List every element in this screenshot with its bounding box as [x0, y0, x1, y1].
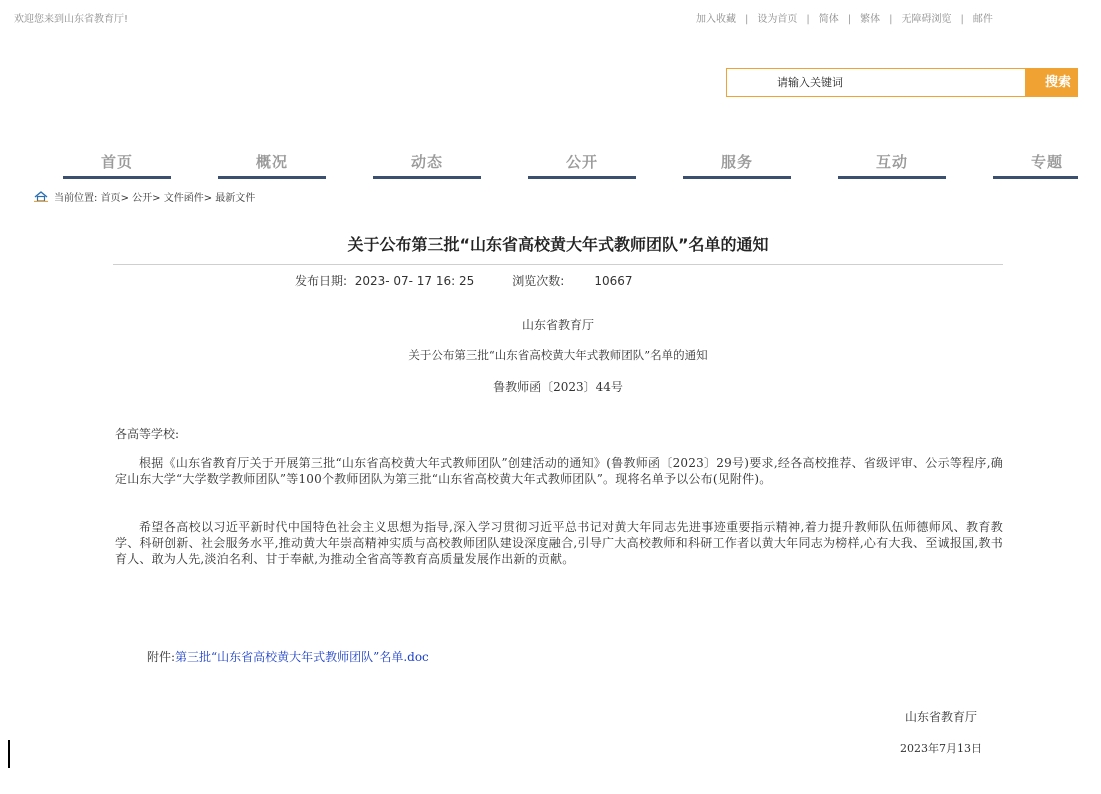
nav-underline: [373, 176, 481, 179]
nav-item-services[interactable]: [683, 146, 791, 182]
nav-item-news[interactable]: [373, 146, 481, 182]
document-subtitle: 关于公布第三批“山东省高校黄大年式教师团队”名单的通知: [408, 348, 708, 362]
search-box: [726, 68, 1078, 97]
search-input[interactable]: [726, 68, 1025, 97]
nav-label: 公开: [565, 153, 598, 171]
views-label: 浏览次数:: [512, 274, 565, 288]
nav-underline: [683, 176, 791, 179]
nav-underline: [993, 176, 1078, 179]
nav-underline: [838, 176, 946, 179]
breadcrumb-home[interactable]: 首页: [100, 193, 121, 204]
breadcrumb-documents[interactable]: 文件函件: [163, 193, 204, 204]
simplified-chinese-link[interactable]: 简体: [818, 14, 839, 25]
views-count: 10667: [594, 274, 633, 288]
nav-label: 服务: [720, 153, 753, 171]
nav-item-public[interactable]: [528, 146, 636, 182]
breadcrumb-latest[interactable]: 最新文件: [215, 193, 256, 204]
salutation: 各高等学校:: [115, 427, 180, 441]
attachment-label: 附件:: [147, 650, 176, 664]
signature-org: 山东省教育厅: [905, 710, 978, 724]
nav-underline: [528, 176, 636, 179]
breadcrumb-separator: >: [203, 193, 213, 204]
main-nav: [0, 146, 1078, 182]
nav-item-interaction[interactable]: [838, 146, 946, 182]
search-button[interactable]: 搜索: [1025, 68, 1078, 97]
document-number: 鲁教师函〔2023〕44号: [493, 380, 623, 394]
body-paragraph: 根据《山东省教育厅关于开展第三批“山东省高校黄大年式教师团队”创建活动的通知》(鲁教师函〔2023〕29号)要求,经各高校推荐、省级评审、公示等程序,确定山东大学“大学数学教师团队”等100个教师团队为第三批“山东省高校黄大年式教师团队”。现将名单予以公布(见附件)。: [115, 456, 1003, 486]
publish-date-label: 发布日期:: [295, 274, 348, 288]
nav-label: 动态: [410, 153, 443, 171]
body-paragraph: 希望各高校以习近平新时代中国特色社会主义思想为指导,深入学习贯彻习近平总书记对黄大年同志先进事迹重要指示精神,着力提升教师队伍师德师风、教育教学、科研创新、社会服务水平,推动黄大年崇高精神实质与高校教师团队建设深度融合,引导广大高校教师和科研工作者以黄大年同志为榜样,心有大我、至诚报国,教书育人、敢为人先,淡泊名利、甘于奉献,为推动全省高等教育高质量发展作出新的贡献。: [115, 520, 1003, 566]
publish-date: 2023- 07- 17 16: 25: [354, 274, 475, 288]
breadcrumb: [34, 189, 255, 205]
text-cursor: [8, 740, 10, 768]
nav-item-overview[interactable]: [218, 146, 326, 182]
separator: |: [806, 14, 810, 25]
separator: |: [960, 14, 964, 25]
add-favorite-link[interactable]: 加入收藏: [696, 14, 736, 25]
welcome-text: 欢迎您来到山东省教育厅!: [14, 14, 129, 25]
separator: |: [889, 14, 893, 25]
breadcrumb-public[interactable]: 公开: [132, 193, 153, 204]
separator: |: [745, 14, 749, 25]
article-meta: [295, 272, 633, 289]
nav-label: 互动: [875, 153, 908, 171]
nav-label: 概况: [255, 153, 288, 171]
nav-item-topics[interactable]: [993, 146, 1078, 182]
nav-label: 首页: [100, 153, 133, 171]
traditional-chinese-link[interactable]: 繁体: [860, 14, 881, 25]
article-title: 关于公布第三批“山东省高校黄大年式教师团队”名单的通知: [347, 235, 769, 254]
nav-underline: [218, 176, 326, 179]
nav-item-home[interactable]: [63, 146, 171, 182]
home-icon: [34, 191, 48, 205]
accessibility-link[interactable]: 无障碍浏览: [901, 14, 952, 25]
breadcrumb-separator: >: [152, 193, 161, 204]
top-links: [696, 10, 1078, 25]
nav-underline: [63, 176, 171, 179]
breadcrumb-separator: >: [120, 193, 129, 204]
issuer: 山东省教育厅: [521, 318, 594, 332]
attachment: [147, 648, 429, 665]
breadcrumb-label: 当前位置:: [54, 193, 98, 204]
separator: |: [847, 14, 852, 25]
signature-date: 2023年7月13日: [900, 742, 982, 755]
nav-label: 专题: [1030, 153, 1063, 171]
attachment-link[interactable]: 第三批“山东省高校黄大年式教师团队”名单.doc: [175, 650, 429, 664]
title-divider: [113, 264, 1003, 265]
set-homepage-link[interactable]: 设为首页: [757, 14, 798, 25]
mail-link[interactable]: 邮件: [972, 14, 993, 25]
